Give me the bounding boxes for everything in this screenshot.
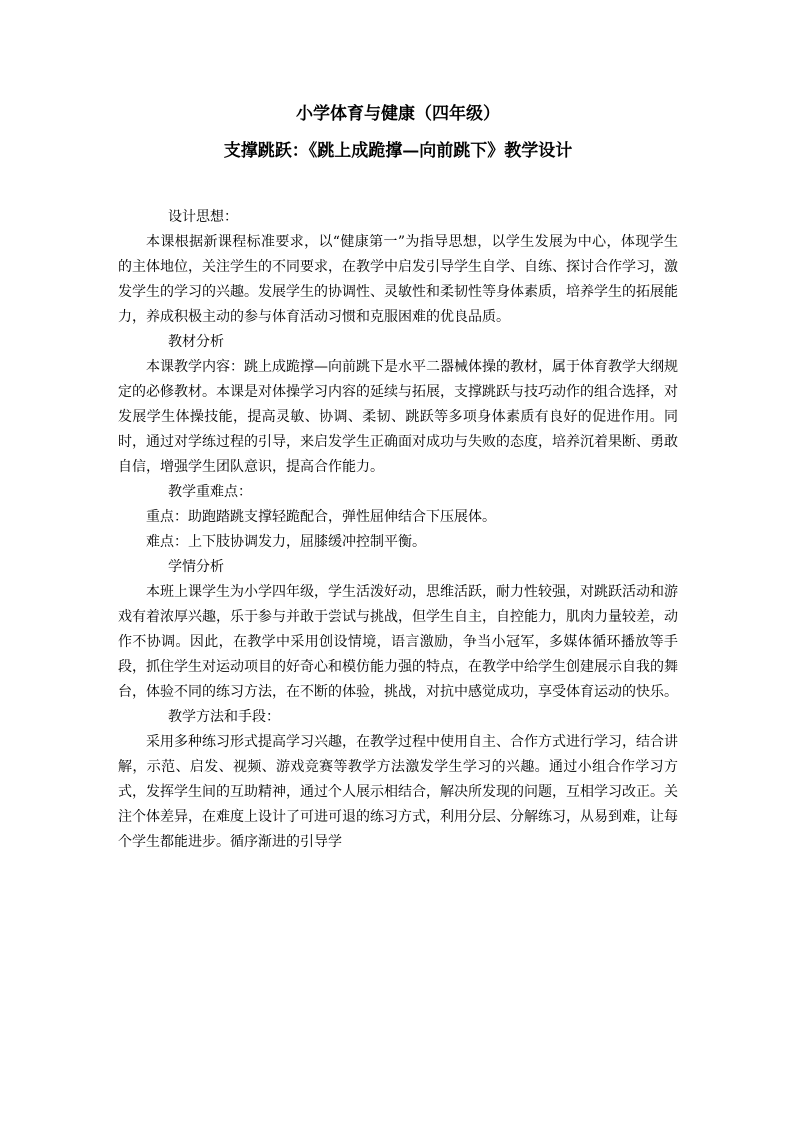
section-heading: 教学方法和手段： [168,709,280,725]
difficult-point: 难点：上下肢协调发力，屈膝缓冲控制平衡。 [146,534,426,550]
section-heading: 教材分析 [168,334,224,350]
section-material-analysis [118,330,678,480]
section-paragraph: 本课根据新课程标准要求，以“健康第一”为指导思想，以学生发展为中心，体现学生的主体地位，关注学生的不同要求，在教学中启发引导学生自学、自练、探讨合作学习，激发学生的学习的兴趣。发展学生的协调性、灵敏性和柔韧性等身体素质，培养学生的拓展能力，养成积极主动的参与体育活动习惯和克服困难的优良品质。 [118,234,678,325]
section-paragraph: 本班上课学生为小学四年级，学生活泼好动，思维活跃，耐力性较强，对跳跃活动和游戏有着浓厚兴趣，乐于参与并敢于尝试与挑战，但学生自主，自控能力，肌肉力量较差，动作不协调。因此，在教学中采用创设情境，语言激励，争当小冠军，多媒体循环播放等手段，抓住学生对运动项目的好奇心和模仿能力强的特点，在教学中给学生创建展示自我的舞台，体验不同的练习方法，在不断的体验，挑战，对抗中感觉成功，享受体育运动的快乐。 [118,584,678,700]
section-heading: 教学重难点： [168,484,252,500]
section-design-thinking [118,205,678,330]
document-subtitle: 支撑跳跃：《跳上成跪撑—向前跳下》教学设计 [223,141,573,161]
section-heading: 设计思想： [168,209,238,225]
section-heading: 学情分析 [168,559,224,575]
section-key-points [118,480,678,555]
document-body [118,205,678,855]
document-title: 小学体育与健康（四年级） [296,104,500,124]
section-paragraph: 本课教学内容：跳上成跪撑—向前跳下是水平二器械体操的教材，属于体育教学大纲规定的必修教材。本课是对体操学习内容的延续与拓展，支撑跳跃与技巧动作的组合选择，对发展学生体操技能，提高灵敏、协调、柔韧、跳跃等多项身体素质有良好的促进作用。同时，通过对学练过程的引导，来启发学生正确面对成功与失败的态度，培养沉着果断、勇敢自信，增强学生团队意识，提高合作能力。 [118,359,678,475]
key-point: 重点：助跑踏跳支撑轻跪配合，弹性屈伸结合下压展体。 [146,509,496,525]
section-paragraph: 采用多种练习形式提高学习兴趣，在教学过程中使用自主、合作方式进行学习，结合讲解，示范、启发、视频、游戏竞赛等教学方法激发学生学习的兴趣。通过小组合作学习方式，发挥学生间的互助精神，通过个人展示相结合，解决所发现的问题，互相学习改正。关注个体差异，在难度上设计了可进可退的练习方式，利用分层、分解练习，从易到难，让每个学生都能进步。循序渐进的引导学 [118,734,678,850]
section-student-analysis [118,555,678,705]
section-teaching-methods [118,705,678,855]
